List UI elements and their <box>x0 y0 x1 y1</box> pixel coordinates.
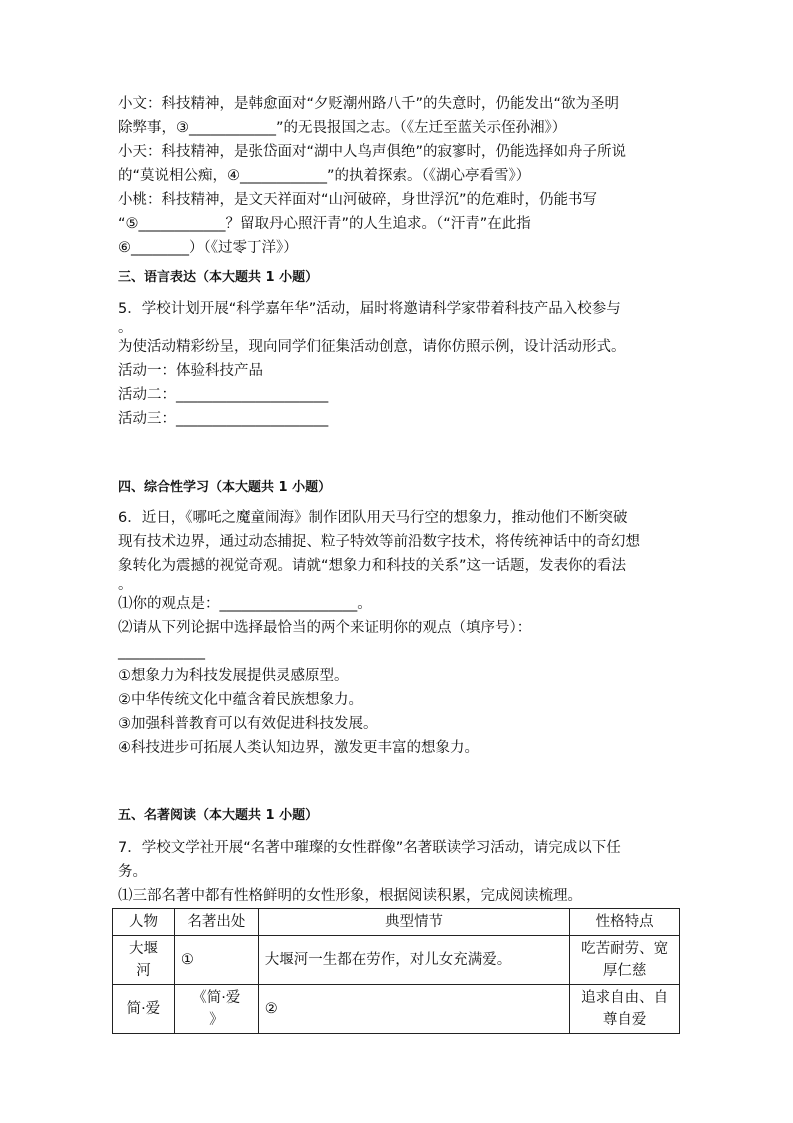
cell-text: 追求自由、自 <box>581 990 669 1006</box>
section-title-4: 四、综合性学习（本大题共 1 小题） <box>118 480 332 495</box>
header-cell: 人物 <box>113 909 175 936</box>
intro-paragraphs <box>118 92 688 260</box>
q7-line: 务。 <box>118 864 147 880</box>
cell-text: 》 <box>209 1012 224 1028</box>
activity-1: 活动一：体验科技产品 <box>118 363 263 379</box>
q6-line: 6．近日，《哪吒之魔童闹海》制作团队用天马行空的想象力，推动他们不断突破 <box>118 510 628 526</box>
q6-sub1: ⑴你的观点是：___________________。 <box>118 596 372 612</box>
q6-line: 象转化为震撼的视觉奇观。请就“想象力和科技的关系”这一话题，发表你的看法 <box>118 558 627 574</box>
header-cell: 名著出处 <box>174 909 258 936</box>
q7-sub1: ⑴三部名著中都有性格鲜明的女性形象，根据阅读积累，完成阅读梳理。 <box>118 888 582 904</box>
cell-text: 厚仁慈 <box>602 963 647 979</box>
question-6 <box>118 506 688 760</box>
table-cell <box>570 936 680 985</box>
q6-dot: 。 <box>118 577 133 593</box>
table-row <box>113 985 680 1034</box>
header-cell: 典型情节 <box>258 909 569 936</box>
question-7 <box>118 836 688 908</box>
question-5 <box>118 297 688 431</box>
cell-text: 河 <box>136 963 151 979</box>
option-1: ①想象力为科技发展提供灵感原型。 <box>118 668 349 684</box>
table-cell <box>174 985 258 1034</box>
activity-2: 活动二：_____________________ <box>118 387 329 403</box>
cell-text: 《简·爱 <box>192 990 241 1006</box>
cell-text: 吃苦耐劳、宽 <box>581 941 669 957</box>
q6-line: 现有技术边界，通过动态捕捉、粒子特效等前沿数字技术，将传统神话中的奇幻想 <box>118 534 640 550</box>
option-3: ③加强科普教育可以有效促进科技发展。 <box>118 716 378 732</box>
text-line: ⑥________）（《过零丁洋》） <box>118 240 298 256</box>
text-line: 除弊事，③____________”的无畏报国之志。（《左迁至蓝关示侄孙湘》） <box>118 120 567 136</box>
cell-text: 尊自爱 <box>602 1012 647 1028</box>
table-cell <box>570 985 680 1034</box>
q6-sub2-blank: ____________ <box>118 644 205 660</box>
section-title-5: 五、名著阅读（本大题共 1 小题） <box>118 808 319 823</box>
table-cell: 大堰河一生都在劳作，对儿女充满爱。 <box>258 936 569 985</box>
q5-line: 5．学校计划开展“科学嘉年华”活动，届时将邀请科学家带着科技产品入校参与 <box>118 301 621 317</box>
q5-line: 为使活动精彩纷呈，现向同学们征集活动创意，请你仿照示例，设计活动形式。 <box>118 339 626 355</box>
text-line: “⑤____________？留取丹心照汗青”的人生追求。（“汗青”在此指 <box>118 216 531 232</box>
header-cell: 性格特点 <box>570 909 680 936</box>
table-cell: 简·爱 <box>113 985 175 1034</box>
table-row <box>113 936 680 985</box>
cell-text: 大堰 <box>128 941 158 957</box>
reading-table <box>112 908 680 1034</box>
table-cell: ① <box>174 936 258 985</box>
q6-sub2: ⑵请从下列论据中选择最恰当的两个来证明你的观点（填序号）： <box>118 620 532 636</box>
q7-line: 7．学校文学社开展“名著中璀璨的女性群像”名著联读学习活动，请完成以下任 <box>118 840 621 856</box>
option-2: ②中华传统文化中蕴含着民族想象力。 <box>118 692 363 708</box>
activity-3: 活动三：_____________________ <box>118 411 329 427</box>
table-header-row <box>113 909 680 936</box>
table-cell: ② <box>258 985 569 1034</box>
text-line: 小桃：科技精神，是文天祥面对“山河破碎，身世浮沉”的危难时，仍能书写 <box>118 192 598 208</box>
text-line: 小文：科技精神，是韩愈面对“夕贬潮州路八千”的失意时，仍能发出“欲为圣明 <box>118 96 620 112</box>
text-line: 的“莫说相公痴，④____________”的执着探索。（《湖心亭看雪》） <box>118 168 531 184</box>
text-line: 小天：科技精神，是张岱面对“湖中人鸟声俱绝”的寂寥时，仍能选择如舟子所说 <box>118 144 627 160</box>
section-title-3: 三、语言表达（本大题共 1 小题） <box>118 270 319 285</box>
table-cell <box>113 936 175 985</box>
q5-dot: 。 <box>118 320 133 336</box>
option-4: ④科技进步可拓展人类认知边界，激发更丰富的想象力。 <box>118 740 479 756</box>
